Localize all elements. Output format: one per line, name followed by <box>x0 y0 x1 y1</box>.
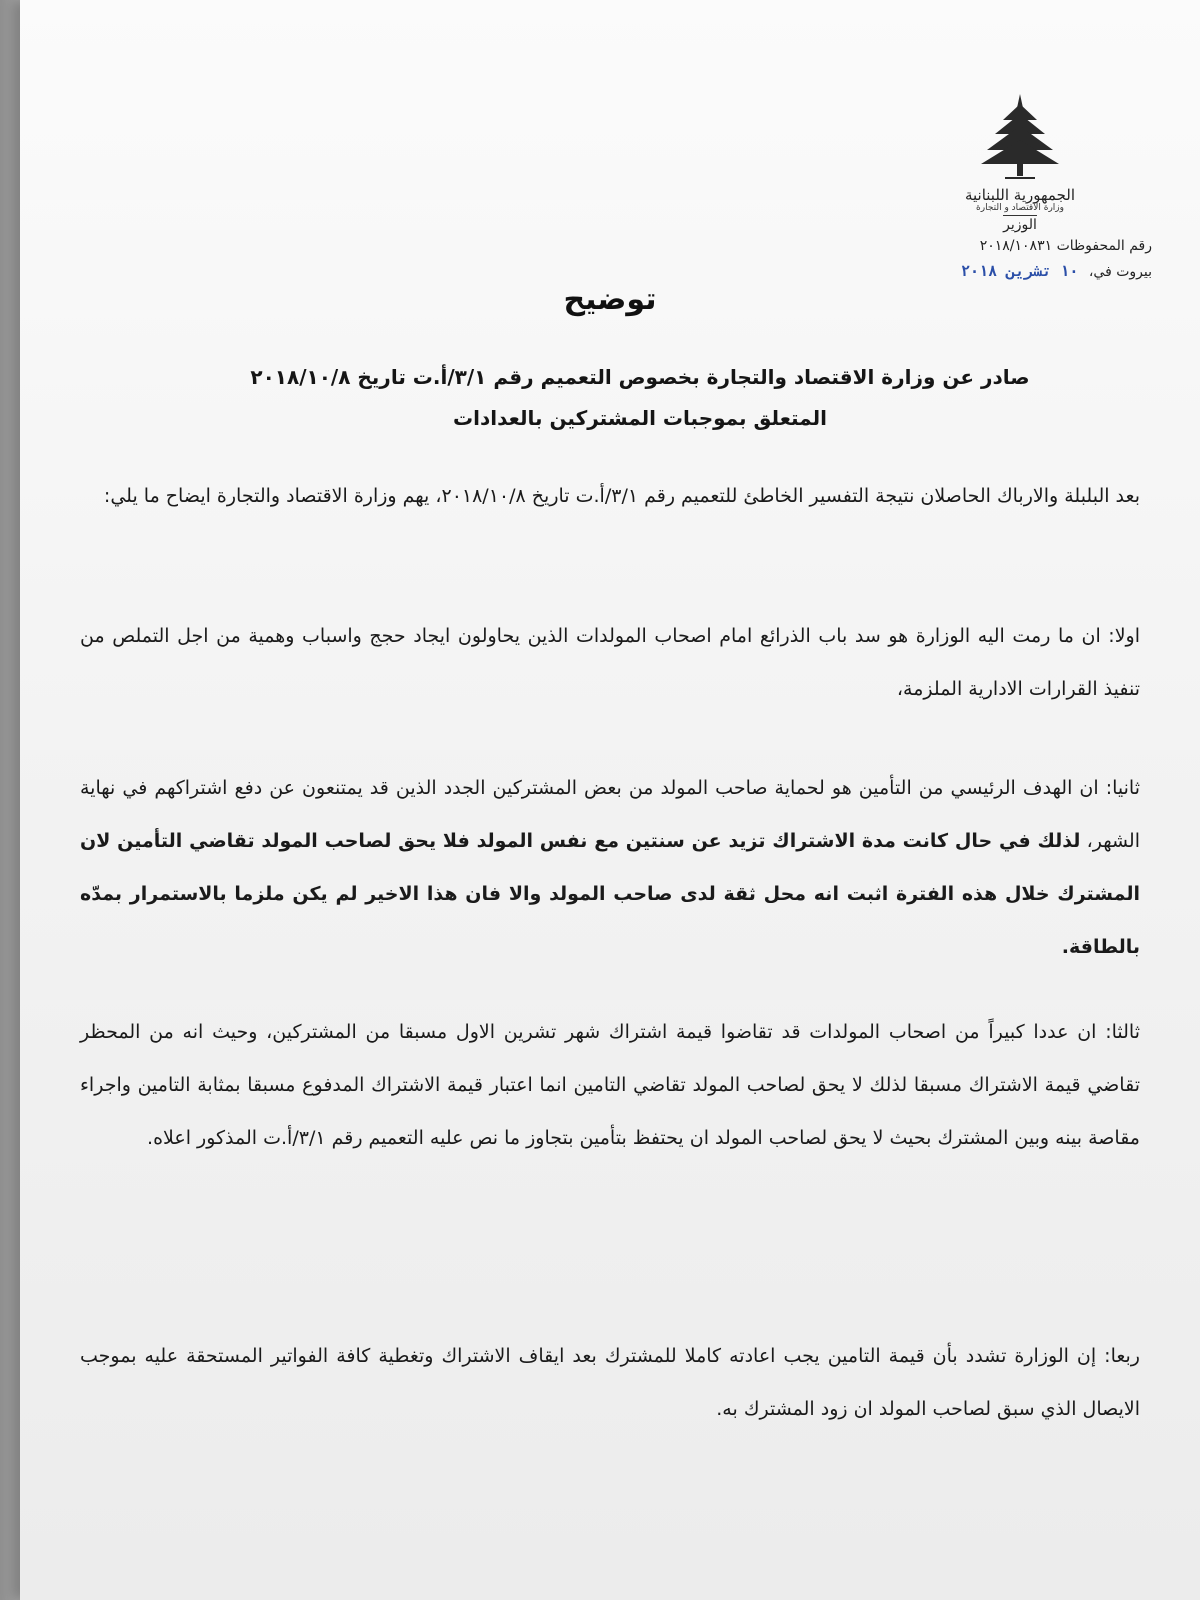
handwritten-date: ١٠ تشرين ٢٠١٨ <box>961 262 1079 280</box>
place-label: بيروت في، <box>1088 264 1152 280</box>
letterhead <box>890 90 1150 233</box>
intro-paragraph: بعد البلبلة والارباك الحاصلان نتيجة التفسير الخاطئ للتعميم رقم ٣/١/أ.ت تاريخ ٢٠١٨/١٠/٨، يهم وزارة الاقتصاد والتجارة ايضاح ما يلي: <box>103 485 1140 507</box>
republic-name: الجمهورية اللبنانية <box>964 186 1076 204</box>
document-title: توضيح <box>563 282 657 317</box>
minister-label: الوزير <box>1003 217 1037 234</box>
point-fourth: ربعا: إن الوزارة تشدد بأن قيمة التامين يجب اعادته كاملا للمشترك بعد ايقاف الاشتراك وتغطية كافة الفواتير المستحقة عليه بموجب الايصال الذي سبق لصاحب المولد ان زود المشترك به. <box>80 1345 1140 1420</box>
reference-line <box>732 238 1152 254</box>
document-page <box>20 0 1200 1600</box>
point-second <box>80 762 1140 974</box>
point-second-emphasis: لذلك في حال كانت مدة الاشتراك تزيد عن سنتين مع نفس المولد فلا يحق لصاحب المولد تقاضي التأمين لان المشترك خلال هذه الفترة اثبت انه محل ثقة لدى صاحب المولد والا فان هذا الاخير لم يكن ملزما بالاستمرار بمدّه بالطاقة. <box>80 830 1140 958</box>
point-third: ثالثا: ان عددا كبيراً من اصحاب المولدات قد تقاضوا قيمة اشتراك شهر تشرين الاول مسبقا من المشتركين، وحيث انه من المحظر تقاضي قيمة الاشتراك مسبقا لذلك لا يحق لصاحب المولد تقاضي التامين انما اعتبار قيمة الاشتراك المدفوع مسبقا بمثابة التامين واجراء مقاصة بينه وبين المشترك بحيث لا يحق لصاحب المولد ان يحتفظ بتأمين بتجاوز ما نص عليه التعميم رقم ٣/١/أ.ت المذكور اعلاه. <box>80 1021 1140 1149</box>
point-second-text: ثانيا: ان الهدف الرئيسي من التأمين هو لحماية صاحب المولد من بعض المشتركين الجدد الذين قد يمتنعون عن دفع اشتراكهم في نهاية الشهر، <box>80 777 1140 852</box>
ministry-name: وزارة الاقتصاد و التجارة <box>976 202 1064 213</box>
cedar-emblem-icon <box>975 90 1065 185</box>
point-first: اولا: ان ما رمت اليه الوزارة هو سد باب الذرائع امام اصحاب المولدات الذين يحاولون ايجاد حجج واسباب وهمية من اجل التملص من تنفيذ القرارات الادارية الملزمة، <box>80 625 1140 700</box>
reference-number: ٢٠١٨/١٠٨٣١ <box>979 238 1053 254</box>
reference-label: رقم المحفوظات <box>1056 238 1152 254</box>
subtitle-line-2: المتعلق بموجبات المشتركين بالعدادات <box>453 406 827 430</box>
subtitle-line-1: صادر عن وزارة الاقتصاد والتجارة بخصوص التعميم رقم ٣/١/أ.ت تاريخ ٢٠١٨/١٠/٨ <box>250 365 1030 389</box>
date-line <box>732 262 1152 280</box>
